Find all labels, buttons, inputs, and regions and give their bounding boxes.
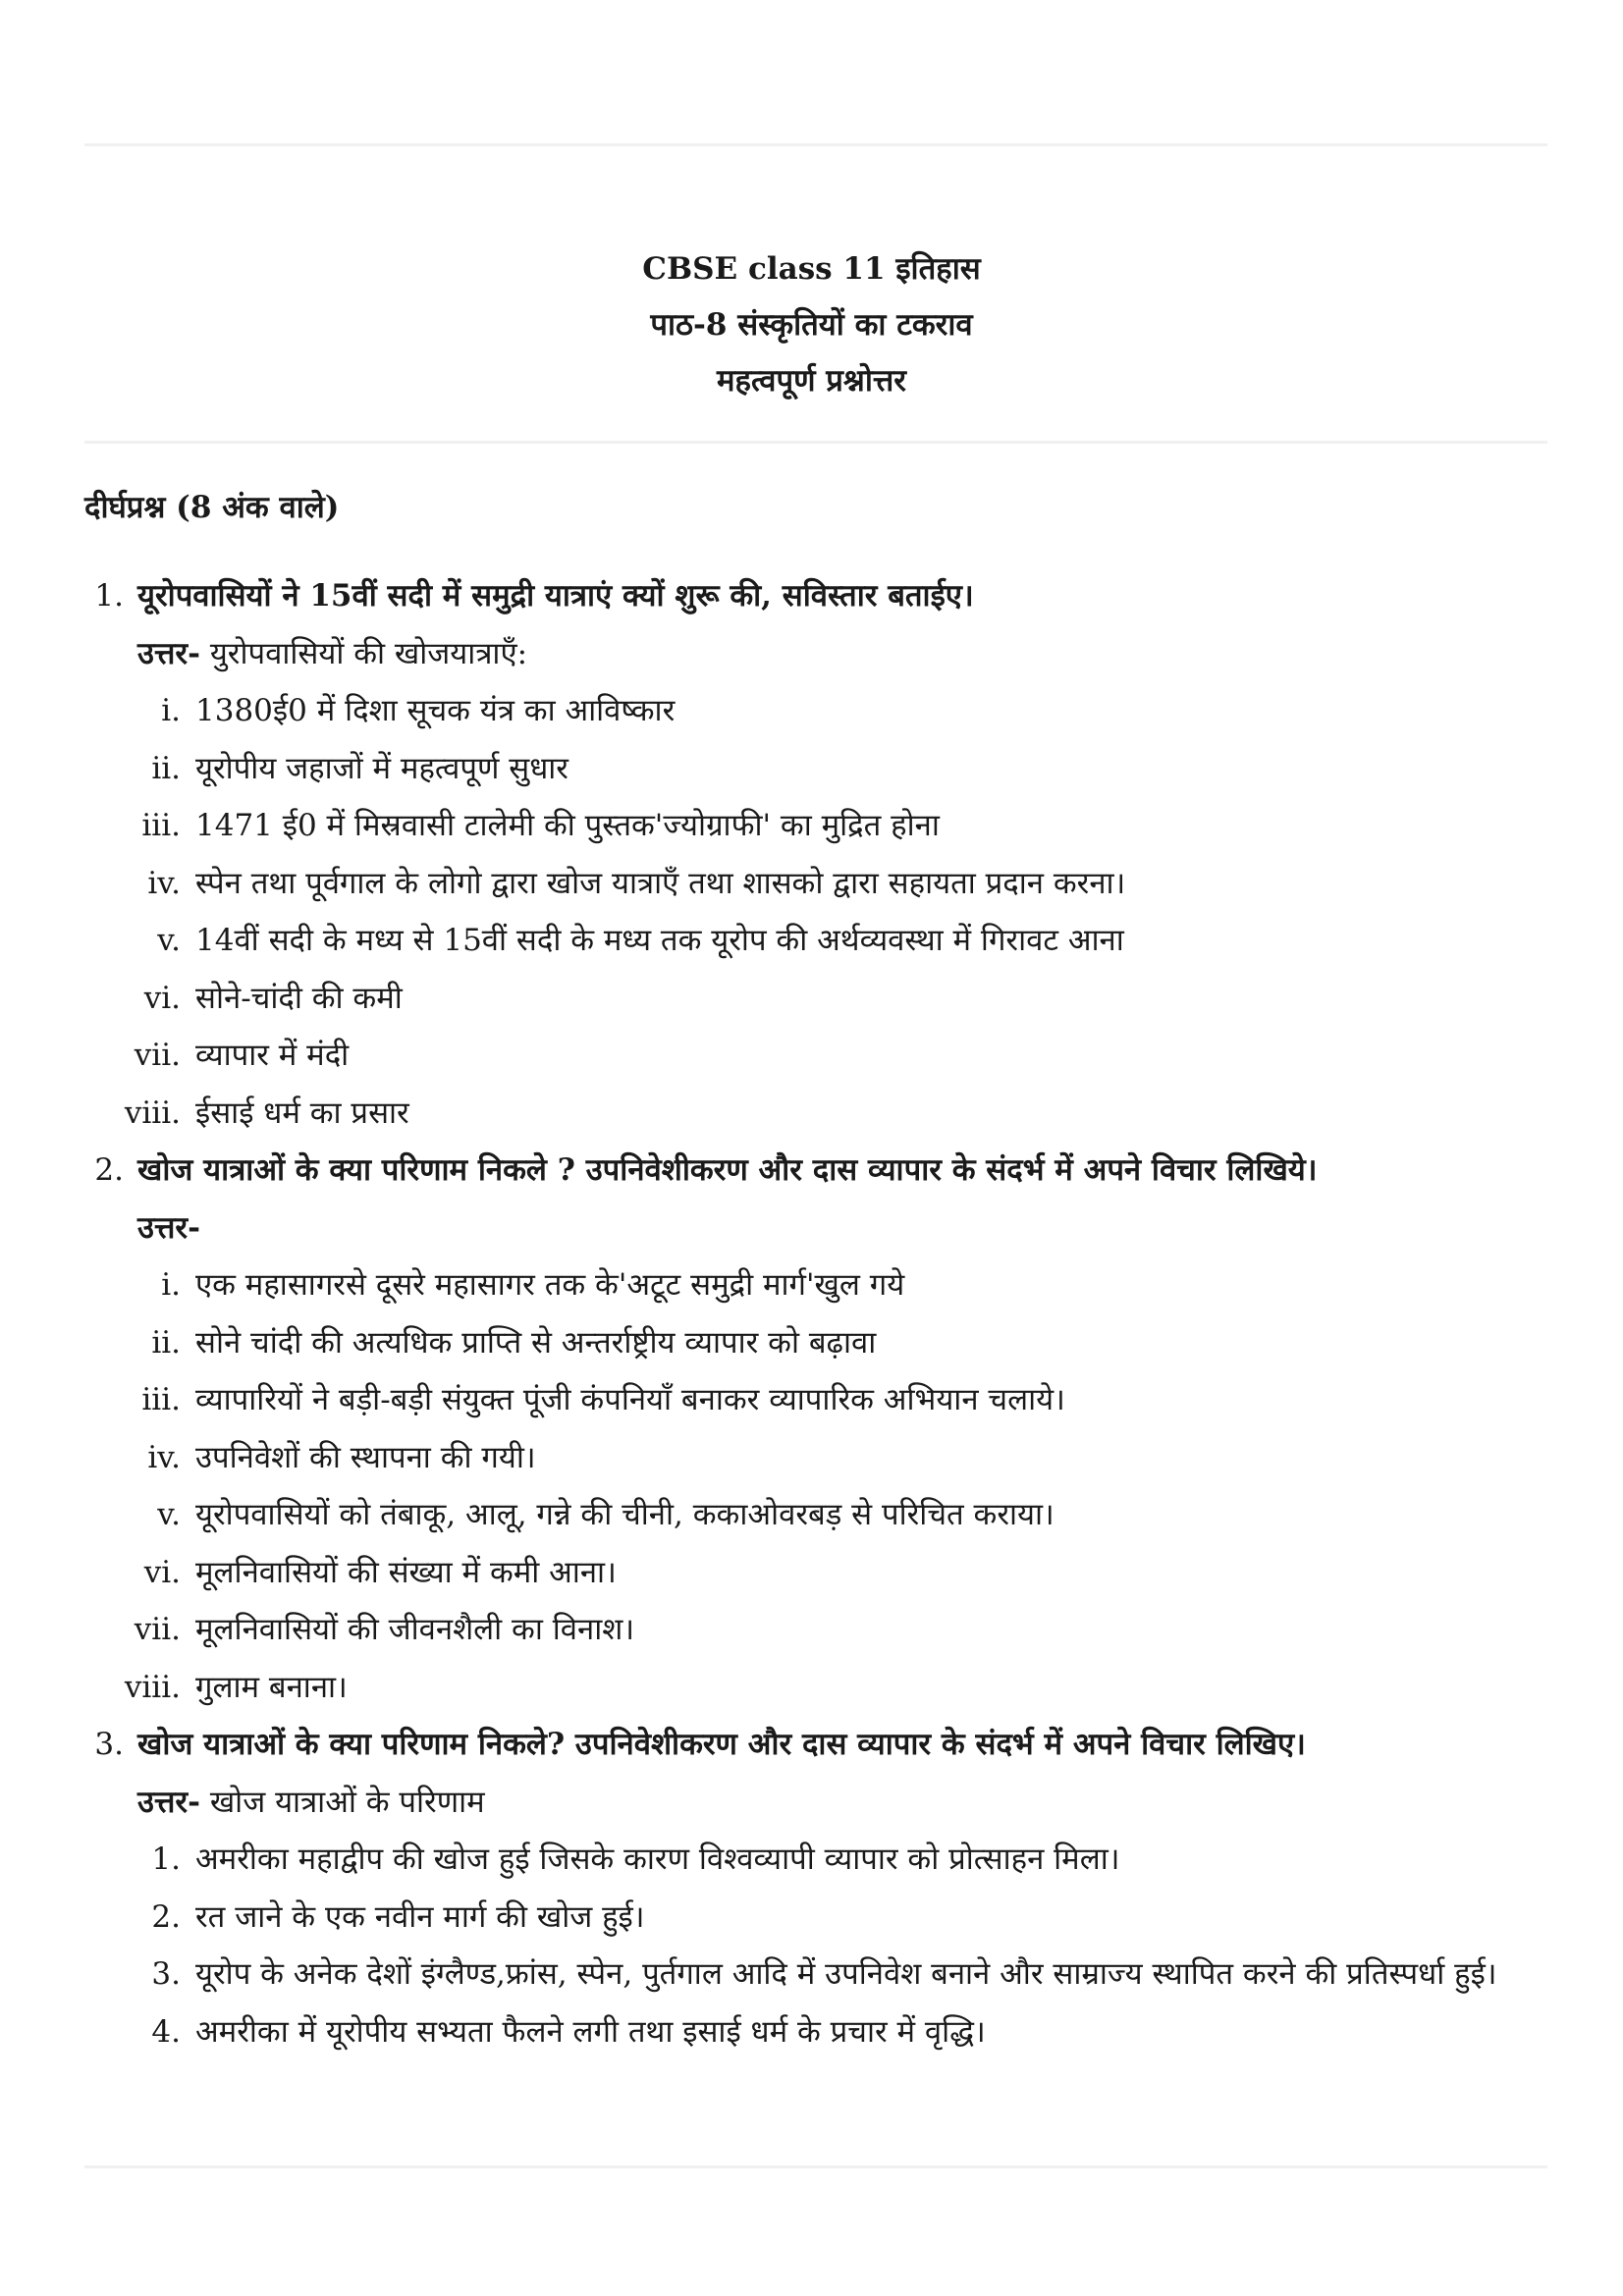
list-item-text: यूरोपवासियों को तंबाकू, आलू, गन्ने की चीनी, ककाओवरबड़ से परिचित कराया। bbox=[195, 1497, 1055, 1532]
list-item-text: स्पेन तथा पूर्वगाल के लोगो द्वारा खोज यात्राएँ तथा शासको द्वारा सहायता प्रदान करना। bbox=[195, 865, 1126, 901]
list-item-number: i. bbox=[161, 1267, 181, 1303]
list-item-text: यूरोप के अनेक देशों इंग्लैण्ड,फ्रांस, स्पेन, पुर्तगाल आदि में उपनिवेश बनाने और साम्राज्य स्थापित करने की प्रतिस्पर्धा हुई। bbox=[195, 1956, 1497, 1992]
list-item-number: ii. bbox=[151, 1324, 181, 1361]
list-item-number: iii. bbox=[141, 1382, 181, 1417]
list-item-text: उपनिवेशों की स्थापना की गयी। bbox=[195, 1439, 536, 1475]
question-block bbox=[84, 1142, 1547, 1716]
list-item-number: iii. bbox=[141, 808, 181, 843]
list-item bbox=[84, 1486, 1547, 1544]
list-item bbox=[84, 1429, 1547, 1487]
question-number: 3. bbox=[94, 1727, 124, 1762]
answer-line bbox=[84, 1774, 1547, 1832]
list-item-text: अमरीका महाद्वीप की खोज हुई जिसके कारण विश्वव्यापी व्यापार को प्रोत्साहन मिला। bbox=[195, 1842, 1120, 1877]
list-item-text: ईसाई धर्म का प्रसार bbox=[195, 1095, 409, 1131]
answer-points bbox=[84, 1256, 1547, 1716]
list-item bbox=[84, 1831, 1547, 1889]
list-item bbox=[84, 1544, 1547, 1602]
list-item-number: v. bbox=[157, 1497, 181, 1532]
list-item-number: viii. bbox=[124, 1669, 181, 1705]
header-divider bbox=[84, 441, 1547, 444]
list-item bbox=[84, 1889, 1547, 1947]
list-item-text: गुलाम बनाना। bbox=[195, 1669, 348, 1705]
list-item-number: i. bbox=[161, 693, 181, 728]
answer-label: उत्तर- bbox=[137, 1209, 200, 1246]
list-item-text: यूरोपीय जहाजों में महत्वपूर्ण सुधार bbox=[195, 750, 568, 786]
list-item-text: 1471 ई0 में मिस्रवासी टालेमी की पुस्तक'ज्योग्राफी' का मुद्रित होना bbox=[195, 808, 940, 843]
list-item-number: 3. bbox=[151, 1956, 181, 1992]
list-item-number: vi. bbox=[143, 1554, 181, 1590]
header-title: CBSE class 11 इतिहास bbox=[642, 251, 981, 287]
list-item bbox=[84, 1659, 1547, 1717]
list-item-text: मूलनिवासियों की जीवनशैली का विनाश। bbox=[195, 1612, 635, 1647]
answer-label: उत्तर- bbox=[137, 635, 200, 671]
list-item-text: सोने-चांदी की कमी bbox=[195, 980, 403, 1016]
answer-points bbox=[84, 1831, 1547, 2060]
question-number: 2. bbox=[94, 1152, 124, 1188]
questions-list bbox=[84, 567, 1547, 2060]
document-header bbox=[0, 241, 1623, 409]
list-item-text: सोने चांदी की अत्यधिक प्राप्ति से अन्तर्राष्ट्रीय व्यापार को बढ़ावा bbox=[195, 1324, 877, 1361]
list-item-text: अमरीका में यूरोपीय सभ्यता फैलने लगी तथा इसाई धर्म के प्रचार में वृद्धि। bbox=[195, 2013, 986, 2050]
list-item-number: ii. bbox=[151, 750, 181, 786]
list-item-text: व्यापार में मंदी bbox=[195, 1038, 350, 1073]
list-item bbox=[84, 1601, 1547, 1659]
list-item bbox=[84, 682, 1547, 740]
list-item bbox=[84, 1027, 1547, 1085]
list-item bbox=[84, 740, 1547, 798]
top-divider bbox=[84, 143, 1547, 146]
list-item-text: 14वीं सदी के मध्य से 15वीं सदी के मध्य तक यूरोप की अर्थव्यवस्था में गिरावट आना bbox=[195, 923, 1124, 958]
list-item bbox=[84, 1085, 1547, 1143]
list-item bbox=[84, 912, 1547, 970]
bottom-divider bbox=[84, 2165, 1547, 2168]
list-item-number: vi. bbox=[143, 980, 181, 1016]
question-block bbox=[84, 1716, 1547, 2060]
list-item bbox=[84, 855, 1547, 913]
list-item-number: vii. bbox=[134, 1612, 181, 1647]
list-item bbox=[84, 1946, 1547, 2003]
list-item-number: iv. bbox=[147, 1439, 181, 1475]
list-item bbox=[84, 970, 1547, 1028]
header-chapter: पाठ-8 संस्कृतियों का टकराव bbox=[650, 307, 973, 343]
list-item-text: 1380ई0 में दिशा सूचक यंत्र का आविष्कार bbox=[195, 693, 676, 728]
list-item-text: व्यापारियों ने बड़ी-बड़ी संयुक्त पूंजी कंपनियाँ बनाकर व्यापारिक अभियान चलाये। bbox=[195, 1382, 1065, 1417]
answer-label: उत्तर- bbox=[137, 1784, 200, 1820]
question bbox=[84, 1716, 1547, 1774]
list-item-number: iv. bbox=[147, 865, 181, 901]
list-item bbox=[84, 1314, 1547, 1372]
list-item bbox=[84, 2003, 1547, 2061]
list-item-text: मूलनिवासियों की संख्या में कमी आना। bbox=[195, 1554, 617, 1590]
list-item bbox=[84, 1371, 1547, 1429]
list-item-number: 1. bbox=[151, 1842, 181, 1877]
header-subtitle: महत्वपूर्ण प्रश्नोत्तर bbox=[717, 363, 906, 399]
question-text: यूरोपवासियों ने 15वीं सदी में समुद्री यात्राएं क्यों शुरू की, सविस्तार बताईए। bbox=[137, 578, 974, 614]
answer-line bbox=[84, 625, 1547, 683]
list-item bbox=[84, 797, 1547, 855]
answer-intro: युरोपवासियों की खोजयात्राएँ: bbox=[199, 635, 528, 671]
list-item-number: 4. bbox=[151, 2013, 181, 2050]
list-item-number: viii. bbox=[124, 1095, 181, 1131]
question-block bbox=[84, 567, 1547, 1142]
question-text: खोज यात्राओं के क्या परिणाम निकले ? उपनिवेशीकरण और दास व्यापार के संदर्भ में अपने विचार लिखिये। bbox=[137, 1152, 1318, 1188]
answer-points bbox=[84, 682, 1547, 1142]
list-item bbox=[84, 1256, 1547, 1314]
answer-line bbox=[84, 1200, 1547, 1257]
list-item-number: 2. bbox=[151, 1898, 181, 1935]
question bbox=[84, 1142, 1547, 1200]
answer-intro: खोज यात्राओं के परिणाम bbox=[199, 1784, 485, 1820]
question bbox=[84, 567, 1547, 625]
section-heading: दीर्घप्रश्न (8 अंक वाले) bbox=[84, 490, 340, 525]
list-item-text: एक महासागरसे दूसरे महासागर तक के'अटूट समुद्री मार्ग'खुल गये bbox=[195, 1267, 905, 1303]
list-item-number: vii. bbox=[134, 1038, 181, 1073]
list-item-text: रत जाने के एक नवीन मार्ग की खोज हुई। bbox=[195, 1898, 645, 1935]
question-text: खोज यात्राओं के क्या परिणाम निकले? उपनिवेशीकरण और दास व्यापार के संदर्भ में अपने विचार लिखिए। bbox=[137, 1727, 1306, 1762]
question-number: 1. bbox=[94, 578, 124, 614]
list-item-number: v. bbox=[157, 923, 181, 958]
